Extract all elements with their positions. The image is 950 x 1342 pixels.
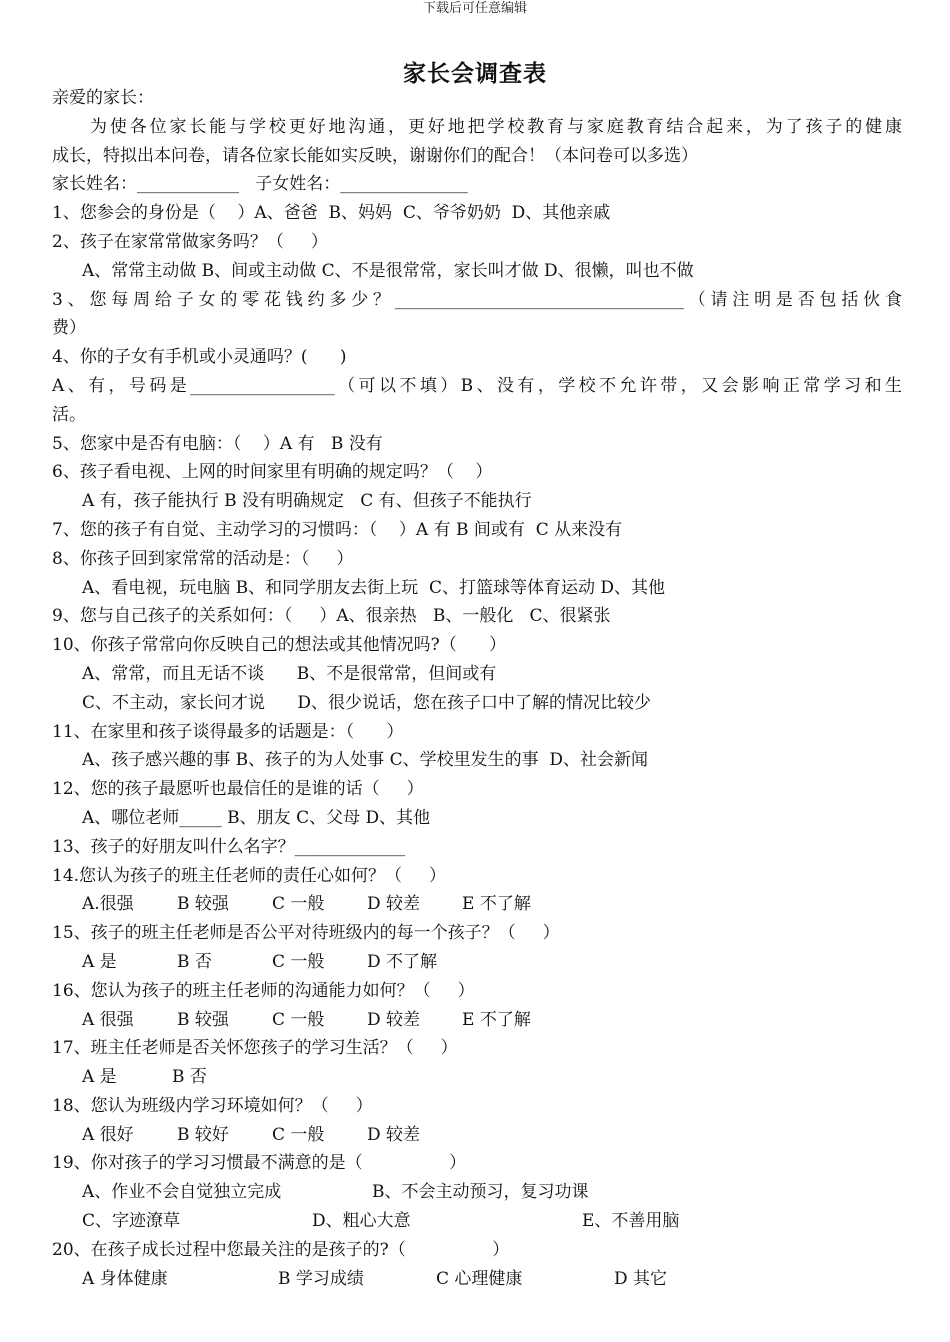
option: D 较差 [367,894,421,915]
question-1: 1、您参会的身份是（ ）A、爸爸 B、妈妈 C、爷爷奶奶 D、其他亲戚 [52,203,611,224]
question-16-options [52,1006,902,1035]
option: B、不会主动预习，复习功课 [372,1182,589,1203]
question-16: 16、您认为孩子的班主任老师的沟通能力如何？（ ） [52,980,475,1001]
question-20-options [52,1265,902,1294]
option: D 较差 [367,1009,421,1030]
question-4: 4、你的子女有手机或小灵通吗？( ) [52,347,347,368]
question-7: 7、您的孩子有自觉、主动学习的习惯吗：（ ）A 有 B 间或有 C 从来没有 [52,519,623,540]
option: C、字迹潦草 [82,1211,181,1232]
option: A 是 [82,951,117,972]
question-8: 8、你孩子回到家常常的活动是：（ ） [52,548,354,569]
option: D 较差 [367,1124,421,1145]
option: A 身体健康 [82,1268,168,1289]
option: C 一般 [272,894,325,915]
page-title: 家长会调查表 [403,60,547,87]
question-11-options: A、孩子感兴趣的事 B、孩子的为人处事 C、学校里发生的事 D、社会新闻 [82,750,649,771]
question-14-options [52,890,902,919]
question-19-options-1 [52,1178,902,1207]
question-5: 5、您家中是否有电脑：（ ）A 有 B 没有 [52,433,383,454]
option: A 很好 [82,1124,134,1145]
question-18-options [52,1121,902,1150]
option: C 心理健康 [436,1268,523,1289]
names-line: 家长姓名：____________ 子女姓名：_______________ [52,174,468,195]
option: D 其它 [614,1268,668,1289]
question-20: 20、在孩子成长过程中您最关注的是孩子的?（ ） [52,1239,510,1260]
question-12-options: A、哪位老师_____ B、朋友 C、父母 D、其他 [82,807,431,828]
option: A、作业不会自觉独立完成 [82,1182,282,1203]
question-3-line-1: 3、您每周给子女的零花钱约多少？__________________________________（请注明是否包括伙食 [52,289,902,310]
option: D、粗心大意 [312,1211,411,1232]
question-19: 19、你对孩子的学习习惯最不满意的是（ ） [52,1153,467,1174]
option: A 是 [82,1067,117,1088]
option: B 较好 [177,1124,229,1145]
question-4-options-line-2: 活。 [52,404,86,425]
question-19-options-2 [52,1207,902,1236]
option: A 很强 [82,1009,134,1030]
question-10-options-1: A、常常，而且无话不谈 B、不是很常常，但间或有 [82,663,497,684]
option: B 较强 [177,894,229,915]
greeting: 亲爱的家长： [52,88,154,108]
header-note: 下载后可任意编辑 [422,1,527,16]
option: D 不了解 [367,951,438,972]
question-6-options: A 有，孩子能执行 B 没有明确规定 C 有、但孩子不能执行 [82,491,532,512]
question-6: 6、孩子看电视、上网的时间家里有明确的规定吗？（ ） [52,462,493,483]
question-13: 13、孩子的好朋友叫什么名字？_____________ [52,836,406,857]
survey-body [52,84,902,1293]
question-11: 11、在家里和孩子谈得最多的话题是：（ ） [52,721,404,742]
option: B 学习成绩 [278,1268,364,1289]
question-10: 10、你孩子常常向你反映自己的想法或其他情况吗?（ ） [52,635,507,656]
question-15: 15、孩子的班主任老师是否公平对待班级内的每一个孩子？（ ） [52,923,560,944]
question-2-options: A、常常主动做 B、间或主动做 C、不是很常常，家长叫才做 D、很懒，叫也不做 [82,260,694,281]
option: B 否 [172,1067,207,1088]
option: A.很强 [82,894,134,915]
question-17-options [52,1063,902,1092]
question-17: 17、班主任老师是否关怀您孩子的学习生活？（ ） [52,1038,458,1059]
question-4-options-line-1: A、有，号码是_________________（可以不填）B、没有，学校不允许带，又会影响正常学习和生 [52,375,902,396]
option: E 不了解 [462,1009,531,1030]
option: B 较强 [177,1009,229,1030]
question-10-options-2: C、不主动，家长问才说 D、很少说话，您在孩子口中了解的情况比较少 [82,692,652,713]
option: C 一般 [272,951,325,972]
intro-line-2: 成长，特拟出本问卷，请各位家长能如实反映，谢谢你们的配合！（本问卷可以多选） [52,145,698,166]
question-18: 18、您认为班级内学习环境如何？（ ） [52,1095,373,1116]
option: B 否 [177,951,212,972]
question-12: 12、您的孩子最愿听也最信任的是谁的话（ ） [52,779,424,800]
option: C 一般 [272,1009,325,1030]
question-2: 2、孩子在家常常做家务吗？（ ） [52,231,328,252]
question-9: 9、您与自己孩子的关系如何：（ ）A、很亲热 B、一般化 C、很紧张 [52,606,611,627]
question-8-options: A、看电视，玩电脑 B、和同学朋友去街上玩 C、打篮球等体育运动 D、其他 [82,577,666,598]
question-14: 14.您认为孩子的班主任老师的责任心如何？（ ） [52,865,447,886]
option: E 不了解 [462,894,531,915]
option: E、不善用脑 [582,1211,680,1232]
question-15-options [52,948,902,977]
question-3-line-2: 费） [52,318,86,339]
option: C 一般 [272,1124,325,1145]
intro-line-1: 为使各位家长能与学校更好地沟通，更好地把学校教育与家庭教育结合起来，为了孩子的健康 [90,116,902,137]
